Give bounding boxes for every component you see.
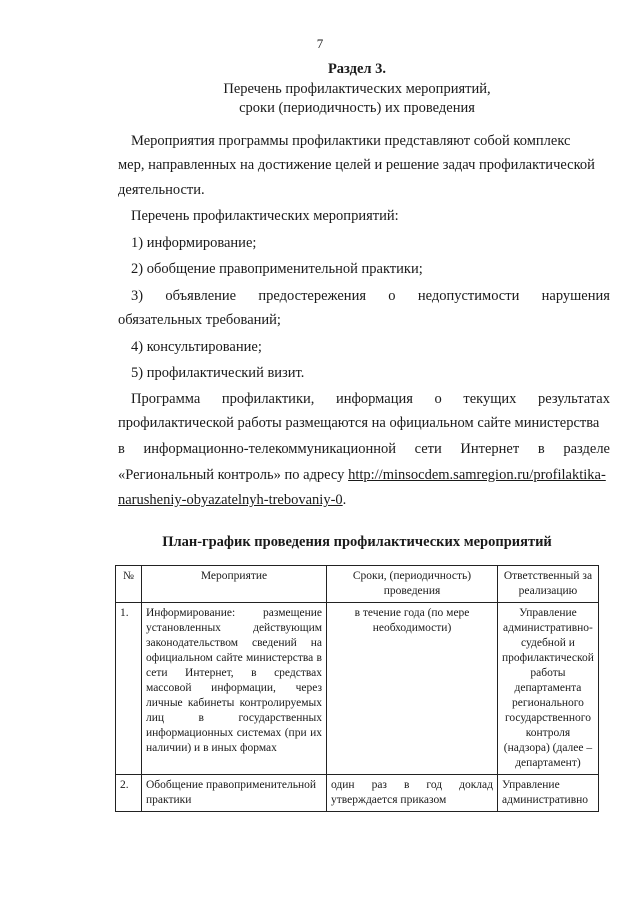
para2-word: профилактики, bbox=[221, 391, 315, 407]
list-item-2: 2) обобщение правоприменительной практики; bbox=[131, 261, 423, 277]
para2-line2: профилактической работы размещаются на официальном сайте министерства bbox=[118, 415, 600, 431]
para2-word: сети bbox=[414, 441, 442, 457]
para2-line1 bbox=[131, 391, 610, 408]
para2-word: информационно-телекоммуникационной bbox=[143, 441, 396, 457]
list-item-3-word: 3) bbox=[131, 288, 144, 304]
list-item-3-word: объявление bbox=[165, 288, 237, 304]
para2-line5-suffix: . bbox=[342, 492, 347, 508]
row-term: один раз в год доклад утверждается приказом bbox=[327, 775, 498, 812]
row-event: Обобщение правоприменительной практики bbox=[142, 775, 327, 812]
list-item-3-word: о bbox=[388, 288, 396, 304]
table-header-row bbox=[116, 566, 599, 603]
section-subtitle-line1: Перечень профилактических мероприятий, bbox=[223, 81, 491, 97]
para2-line4-prefix: «Региональный контроль» по адресу bbox=[118, 467, 349, 483]
list-item-3-continuation: обязательных требований; bbox=[118, 312, 281, 328]
para2-word: Интернет bbox=[460, 441, 520, 457]
list-item-4: 4) консультирование; bbox=[131, 339, 262, 355]
program-link-continuation[interactable]: narusheniy-obyazatelnyh-trebovaniy-0 bbox=[118, 492, 343, 508]
para2-line3 bbox=[118, 441, 610, 458]
para2-word: в bbox=[537, 441, 545, 457]
list-item-3-word: предостережения bbox=[258, 288, 366, 304]
table-title: План-график проведения профилактических мероприятий bbox=[162, 534, 552, 550]
section-title: Раздел 3. bbox=[327, 61, 387, 77]
list-item-1: 1) информирование; bbox=[131, 235, 257, 251]
page-number: 7 bbox=[316, 36, 324, 51]
row-responsible: Управление административно-судебной и профилактической работы департамента регионального государственного контроля (надзора) (далее – департамент) bbox=[498, 603, 599, 775]
para1-line1: Мероприятия программы профилактики представляют собой комплекс bbox=[131, 133, 571, 149]
header-num: № bbox=[116, 566, 142, 603]
para2-word: о bbox=[434, 391, 442, 407]
row-responsible: Управление административно bbox=[498, 775, 599, 812]
section-subtitle-line2: сроки (периодичность) их проведения bbox=[239, 100, 475, 116]
para2-word: текущих bbox=[463, 391, 517, 407]
row-num: 2. bbox=[116, 775, 142, 812]
row-num: 1. bbox=[116, 603, 142, 775]
para2-word: разделе bbox=[563, 441, 610, 457]
para1-line3: деятельности. bbox=[118, 182, 205, 198]
para2-word: результатах bbox=[538, 391, 610, 407]
para1-line2: мер, направленных на достижение целей и решение задач профилактической bbox=[118, 157, 595, 173]
row-term: в течение года (по мере необходимости) bbox=[327, 603, 498, 775]
header-event: Мероприятие bbox=[142, 566, 327, 603]
list-item-3-word: недопустимости bbox=[417, 288, 520, 304]
para2-word: в bbox=[118, 441, 125, 457]
list-item-3-word: нарушения bbox=[541, 288, 610, 304]
header-responsible: Ответственный за реализацию bbox=[498, 566, 599, 603]
list-intro: Перечень профилактических мероприятий: bbox=[131, 208, 399, 224]
para2-line5 bbox=[118, 492, 346, 509]
table-row bbox=[116, 603, 599, 775]
para2-line4 bbox=[118, 467, 606, 484]
program-link[interactable]: http://minsocdem.samregion.ru/profilaktika- bbox=[348, 467, 606, 483]
row-event: Информирование: размещение установленных действующим законодательством сведений на официальном сайте министерства в сети Интернет, в средствах массовой информации, через личные кабинеты контролируемых лиц в государственных информационных системах (при их наличии) и в иных формах bbox=[142, 603, 327, 775]
list-item-5: 5) профилактический визит. bbox=[131, 365, 305, 381]
list-item-3 bbox=[131, 288, 610, 305]
plan-table bbox=[115, 565, 599, 812]
header-term: Сроки, (периодичность) проведения bbox=[327, 566, 498, 603]
para2-word: Программа bbox=[131, 391, 201, 407]
table-row bbox=[116, 775, 599, 812]
para2-word: информация bbox=[335, 391, 413, 407]
